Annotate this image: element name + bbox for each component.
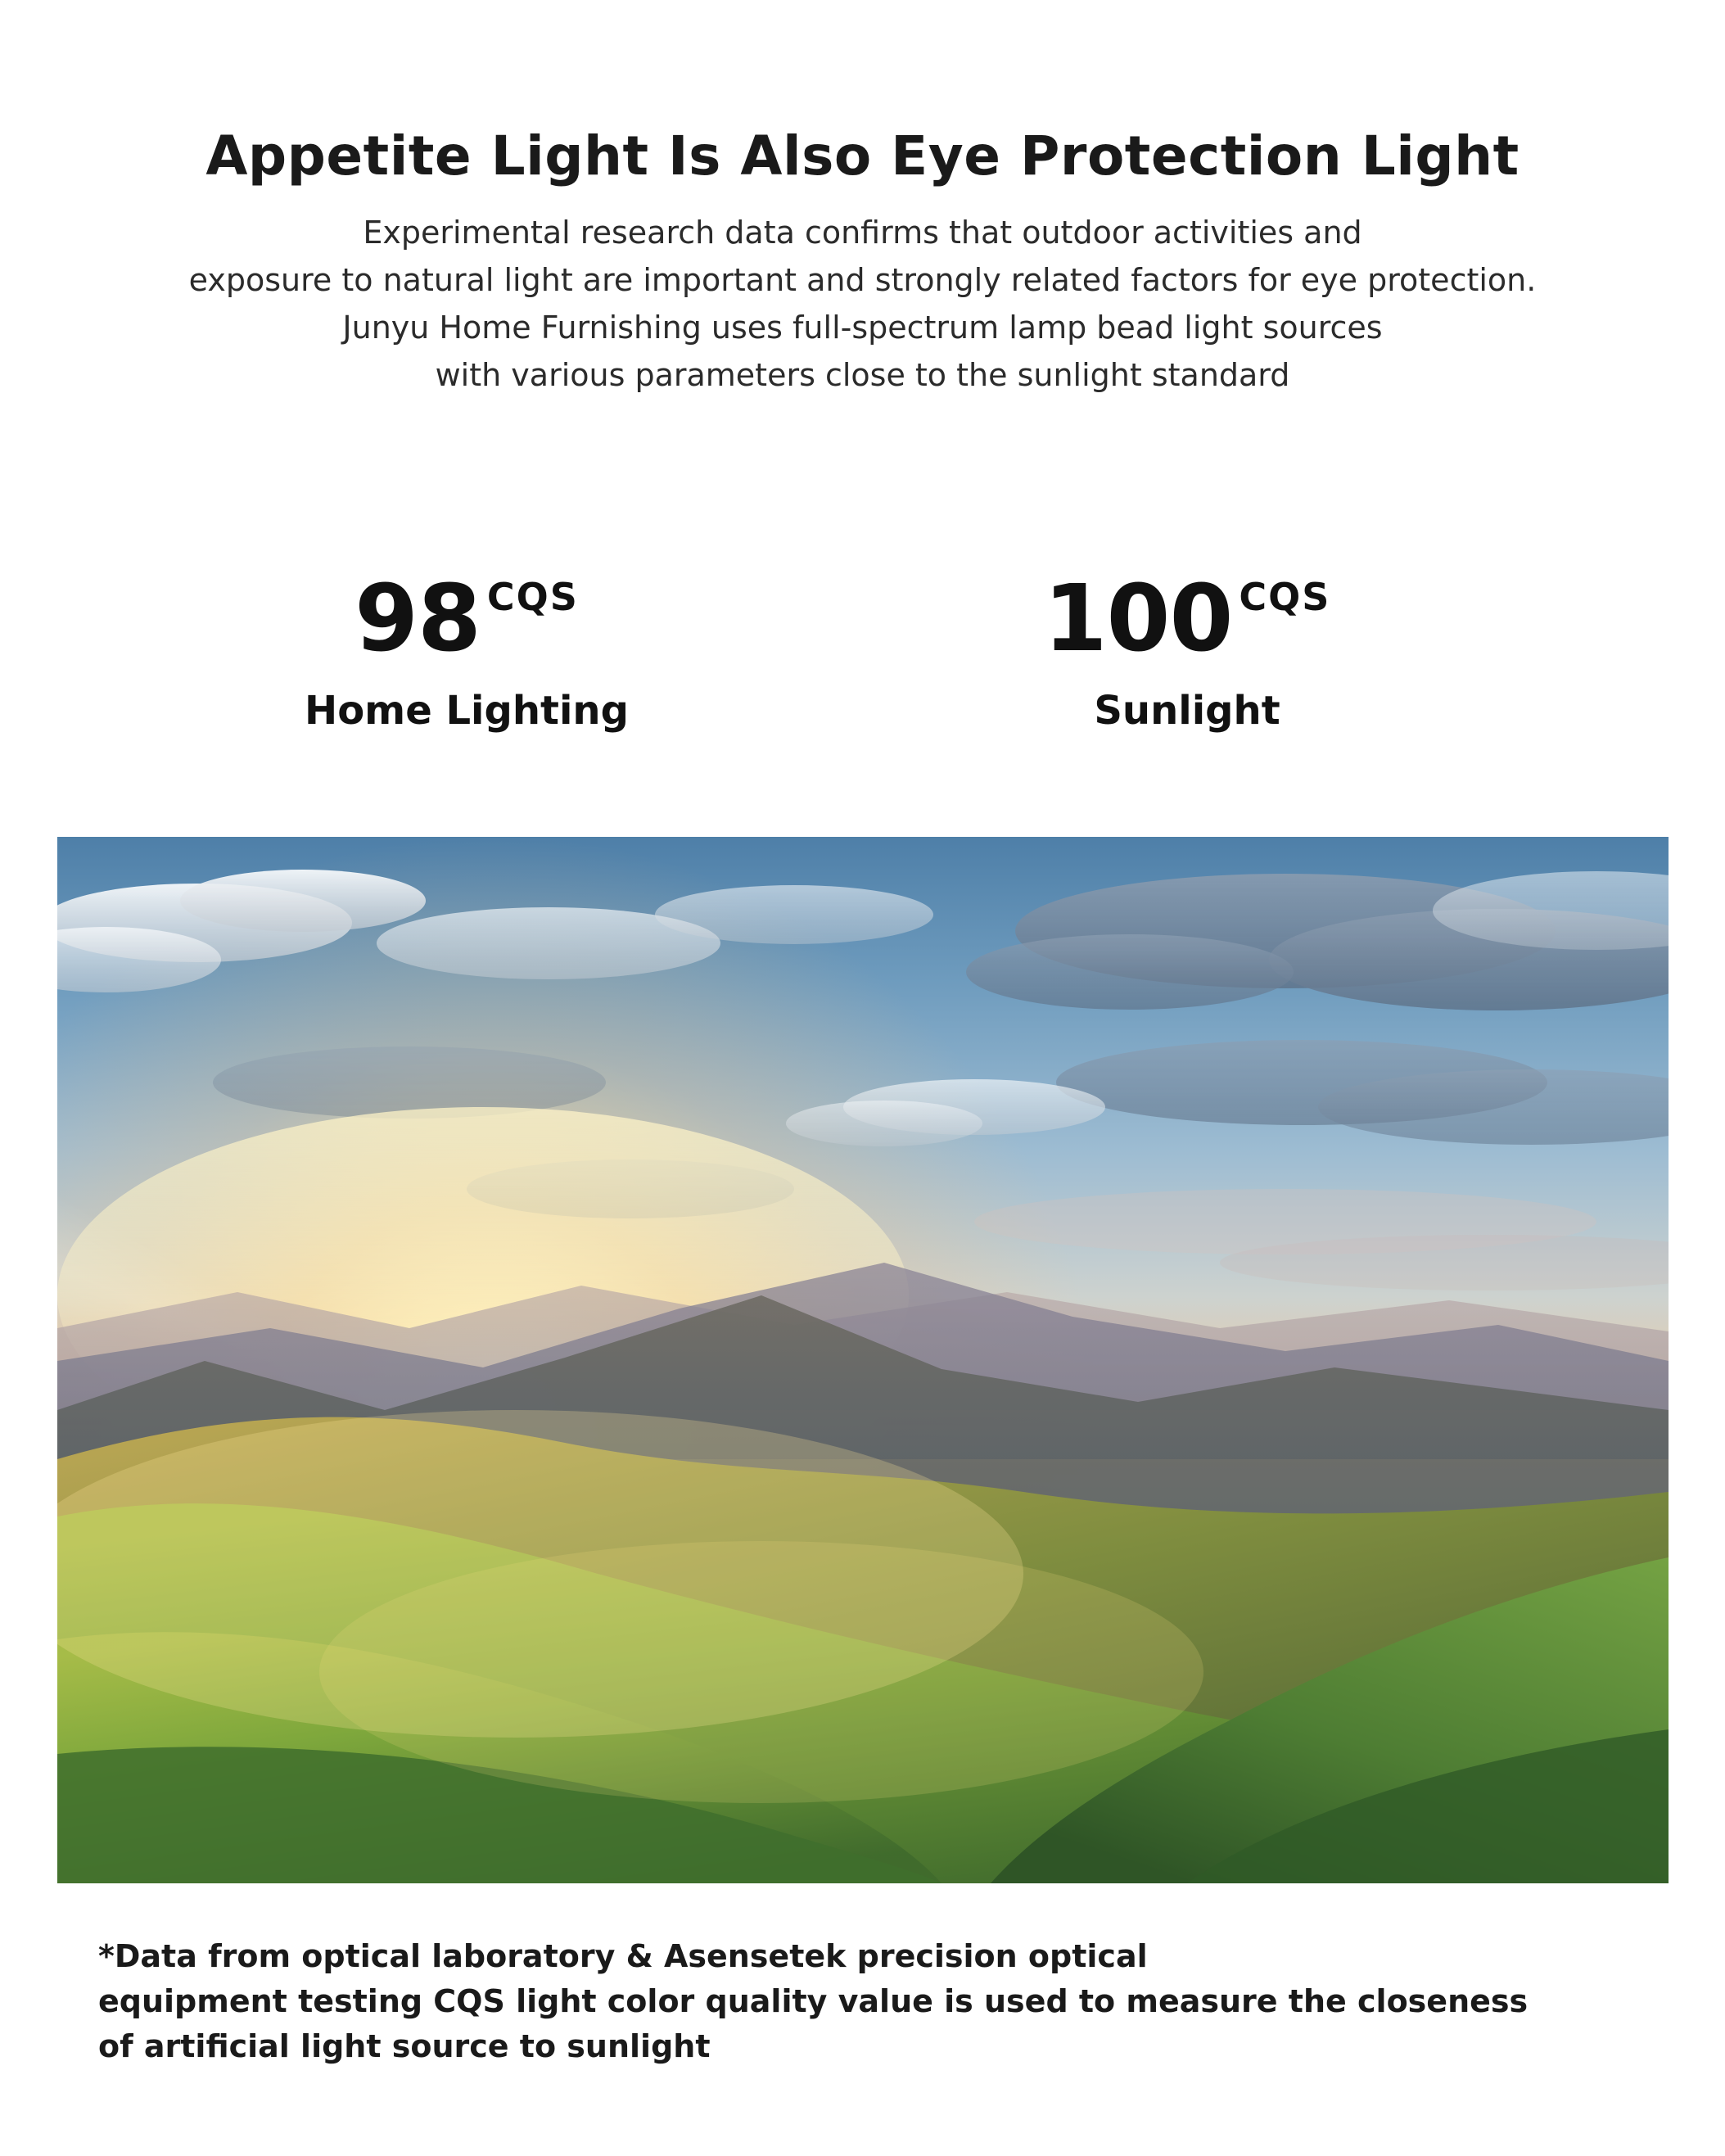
metrics-row (0, 566, 1725, 786)
metric-unit: CQS (1239, 575, 1331, 619)
intro-paragraph-line: Junyu Home Furnishing uses full-spectrum lamp bead light sources (342, 310, 1383, 346)
metric-value: 100 (1043, 566, 1233, 672)
metric-value: 98 (354, 566, 481, 672)
footnote-line: *Data from optical laboratory & Asensetek precision optical (98, 1938, 1148, 1974)
footnote-line: of artificial light source to sunlight (98, 2028, 711, 2064)
intro-paragraph-line: Experimental research data confirms that outdoor activities and (363, 215, 1362, 251)
footnote (98, 1934, 1654, 2069)
metric-home-lighting (237, 566, 696, 734)
metric-label: Home Lighting (305, 688, 629, 734)
footnote-line: equipment testing CQS light color quality value is used to measure the closeness (98, 1983, 1529, 2019)
metric-label: Sunlight (1094, 688, 1280, 734)
metric-unit: CQS (486, 575, 579, 619)
intro-paragraph (0, 209, 1725, 399)
metric-value-row (958, 566, 1416, 672)
landscape-shapes (57, 837, 1669, 1883)
metric-sunlight (958, 566, 1416, 734)
intro-paragraph-line: exposure to natural light are important and strongly related factors for eye protection. (188, 262, 1537, 298)
metric-value-row (237, 566, 696, 672)
sunrise-mountain-meadow-photo (57, 837, 1669, 1883)
page-title: Appetite Light Is Also Eye Protection Light (205, 124, 1520, 188)
intro-paragraph-line: with various parameters close to the sunlight standard (435, 357, 1290, 393)
